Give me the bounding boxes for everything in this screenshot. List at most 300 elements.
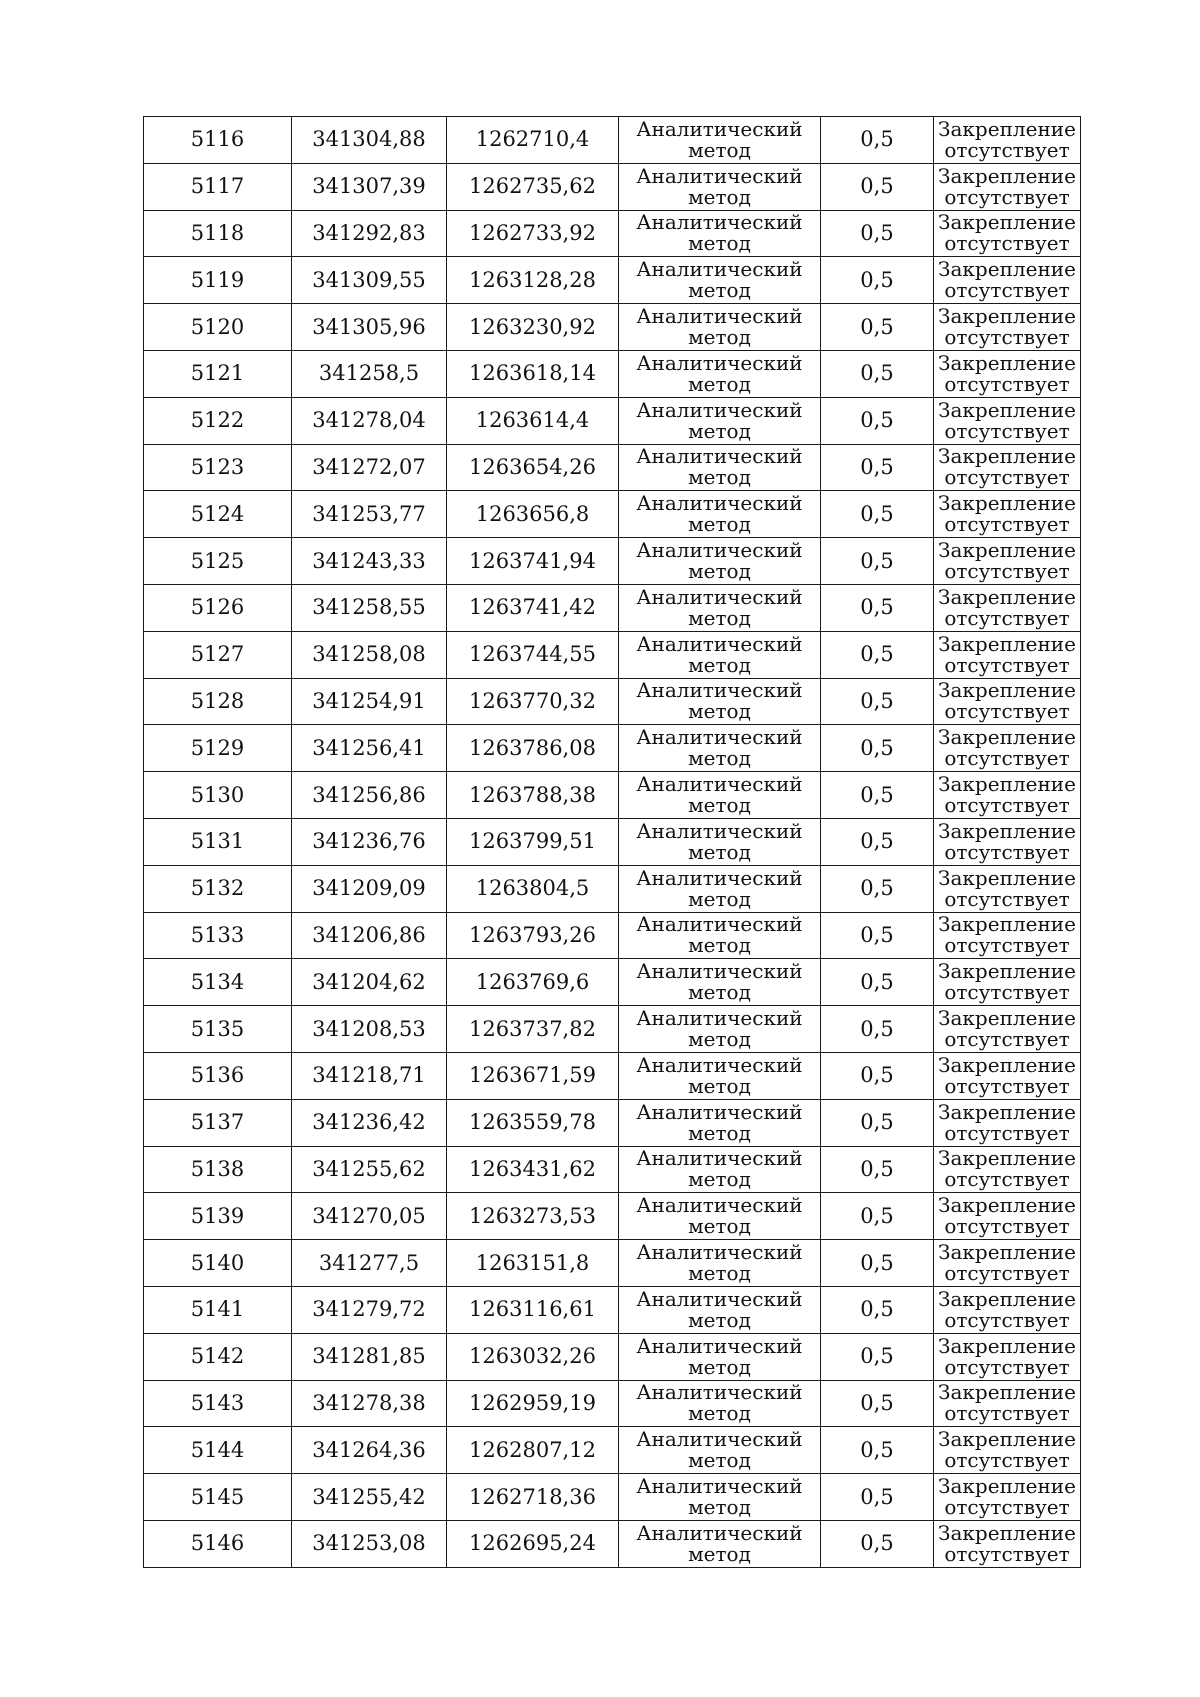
y-coordinate-cell: 1263614,4 bbox=[447, 397, 619, 444]
fixation-line-1: Закрепление bbox=[938, 444, 1076, 469]
method-cell bbox=[619, 818, 821, 865]
point-number-cell: 5139 bbox=[144, 1193, 292, 1240]
fixation-cell bbox=[934, 631, 1081, 678]
method-line-2: метод bbox=[688, 1120, 751, 1145]
fixation-cell bbox=[934, 678, 1081, 725]
table-row bbox=[144, 725, 1081, 772]
accuracy-cell: 0,5 bbox=[821, 1052, 934, 1099]
x-coordinate-cell: 341264,36 bbox=[292, 1427, 447, 1474]
point-number-cell: 5136 bbox=[144, 1052, 292, 1099]
fixation-cell bbox=[934, 350, 1081, 397]
fixation-cell bbox=[934, 1380, 1081, 1427]
fixation-cell bbox=[934, 1006, 1081, 1053]
x-coordinate-cell: 341236,42 bbox=[292, 1099, 447, 1146]
method-cell bbox=[619, 1333, 821, 1380]
x-coordinate-cell: 341278,38 bbox=[292, 1380, 447, 1427]
method-line-1: Аналитический bbox=[636, 1520, 803, 1545]
x-coordinate-cell: 341253,77 bbox=[292, 491, 447, 538]
fixation-cell bbox=[934, 772, 1081, 819]
method-cell bbox=[619, 584, 821, 631]
accuracy-cell: 0,5 bbox=[821, 1380, 934, 1427]
x-coordinate-cell: 341243,33 bbox=[292, 538, 447, 585]
method-cell bbox=[619, 491, 821, 538]
method-line-2: метод bbox=[688, 980, 751, 1005]
method-line-1: Аналитический bbox=[636, 1099, 803, 1124]
method-cell bbox=[619, 1052, 821, 1099]
method-cell bbox=[619, 444, 821, 491]
method-line-1: Аналитический bbox=[636, 1193, 803, 1218]
fixation-cell bbox=[934, 1427, 1081, 1474]
x-coordinate-cell: 341309,55 bbox=[292, 257, 447, 304]
accuracy-cell: 0,5 bbox=[821, 631, 934, 678]
method-cell bbox=[619, 1427, 821, 1474]
fixation-cell bbox=[934, 1333, 1081, 1380]
fixation-line-1: Закрепление bbox=[938, 772, 1076, 797]
method-cell bbox=[619, 397, 821, 444]
method-line-1: Аналитический bbox=[636, 1052, 803, 1077]
method-line-1: Аналитический bbox=[636, 584, 803, 609]
method-cell bbox=[619, 1240, 821, 1287]
fixation-line-2: отсутствует bbox=[944, 325, 1070, 350]
method-line-2: метод bbox=[688, 278, 751, 303]
fixation-line-2: отсутствует bbox=[944, 980, 1070, 1005]
y-coordinate-cell: 1263741,42 bbox=[447, 584, 619, 631]
table-row bbox=[144, 1333, 1081, 1380]
fixation-line-1: Закрепление bbox=[938, 1052, 1076, 1077]
fixation-line-2: отсутствует bbox=[944, 1120, 1070, 1145]
y-coordinate-cell: 1263788,38 bbox=[447, 772, 619, 819]
accuracy-cell: 0,5 bbox=[821, 304, 934, 351]
method-cell bbox=[619, 1520, 821, 1567]
method-cell bbox=[619, 912, 821, 959]
method-cell bbox=[619, 257, 821, 304]
fixation-cell bbox=[934, 491, 1081, 538]
method-cell bbox=[619, 725, 821, 772]
x-coordinate-cell: 341258,5 bbox=[292, 350, 447, 397]
method-line-2: метод bbox=[688, 1307, 751, 1332]
method-line-1: Аналитический bbox=[636, 1006, 803, 1031]
fixation-line-1: Закрепление bbox=[938, 350, 1076, 375]
accuracy-cell: 0,5 bbox=[821, 1146, 934, 1193]
table-body bbox=[144, 117, 1081, 1568]
point-number-cell: 5131 bbox=[144, 818, 292, 865]
table-row bbox=[144, 959, 1081, 1006]
fixation-cell bbox=[934, 959, 1081, 1006]
fixation-line-1: Закрепление bbox=[938, 491, 1076, 516]
method-line-1: Аналитический bbox=[636, 912, 803, 937]
fixation-line-2: отсутствует bbox=[944, 886, 1070, 911]
y-coordinate-cell: 1263671,59 bbox=[447, 1052, 619, 1099]
fixation-cell bbox=[934, 210, 1081, 257]
x-coordinate-cell: 341278,04 bbox=[292, 397, 447, 444]
method-line-2: метод bbox=[688, 1401, 751, 1426]
fixation-cell bbox=[934, 1286, 1081, 1333]
fixation-cell bbox=[934, 865, 1081, 912]
method-cell bbox=[619, 1099, 821, 1146]
y-coordinate-cell: 1263770,32 bbox=[447, 678, 619, 725]
point-number-cell: 5145 bbox=[144, 1474, 292, 1521]
fixation-line-2: отсутствует bbox=[944, 1448, 1070, 1473]
fixation-line-2: отсутствует bbox=[944, 1307, 1070, 1332]
method-line-2: метод bbox=[688, 325, 751, 350]
method-line-1: Аналитический bbox=[636, 725, 803, 750]
point-number-cell: 5137 bbox=[144, 1099, 292, 1146]
method-line-2: метод bbox=[688, 1448, 751, 1473]
accuracy-cell: 0,5 bbox=[821, 1193, 934, 1240]
method-line-2: метод bbox=[688, 231, 751, 256]
fixation-line-2: отсутствует bbox=[944, 933, 1070, 958]
fixation-line-1: Закрепление bbox=[938, 865, 1076, 890]
method-line-2: метод bbox=[688, 886, 751, 911]
accuracy-cell: 0,5 bbox=[821, 1333, 934, 1380]
fixation-line-2: отсутствует bbox=[944, 137, 1070, 162]
accuracy-cell: 0,5 bbox=[821, 1286, 934, 1333]
table-row bbox=[144, 772, 1081, 819]
table-row bbox=[144, 1380, 1081, 1427]
fixation-line-2: отсутствует bbox=[944, 652, 1070, 677]
accuracy-cell: 0,5 bbox=[821, 725, 934, 772]
x-coordinate-cell: 341254,91 bbox=[292, 678, 447, 725]
x-coordinate-cell: 341292,83 bbox=[292, 210, 447, 257]
method-cell bbox=[619, 959, 821, 1006]
fixation-line-2: отсутствует bbox=[944, 1214, 1070, 1239]
accuracy-cell: 0,5 bbox=[821, 210, 934, 257]
method-cell bbox=[619, 163, 821, 210]
method-line-2: метод bbox=[688, 1261, 751, 1286]
method-line-1: Аналитический bbox=[636, 1427, 803, 1452]
fixation-line-1: Закрепление bbox=[938, 116, 1076, 141]
y-coordinate-cell: 1263431,62 bbox=[447, 1146, 619, 1193]
fixation-cell bbox=[934, 1240, 1081, 1287]
method-line-1: Аналитический bbox=[636, 1474, 803, 1498]
x-coordinate-cell: 341279,72 bbox=[292, 1286, 447, 1333]
point-number-cell: 5128 bbox=[144, 678, 292, 725]
y-coordinate-cell: 1263804,5 bbox=[447, 865, 619, 912]
fixation-cell bbox=[934, 1520, 1081, 1567]
point-number-cell: 5125 bbox=[144, 538, 292, 585]
y-coordinate-cell: 1262959,19 bbox=[447, 1380, 619, 1427]
x-coordinate-cell: 341307,39 bbox=[292, 163, 447, 210]
accuracy-cell: 0,5 bbox=[821, 538, 934, 585]
fixation-cell bbox=[934, 397, 1081, 444]
fixation-line-1: Закрепление bbox=[938, 1193, 1076, 1218]
table-row bbox=[144, 1520, 1081, 1567]
method-line-1: Аналитический bbox=[636, 491, 803, 516]
y-coordinate-cell: 1263793,26 bbox=[447, 912, 619, 959]
point-number-cell: 5120 bbox=[144, 304, 292, 351]
point-number-cell: 5126 bbox=[144, 584, 292, 631]
method-line-2: метод bbox=[688, 933, 751, 958]
point-number-cell: 5132 bbox=[144, 865, 292, 912]
fixation-line-1: Закрепление bbox=[938, 1240, 1076, 1265]
point-number-cell: 5138 bbox=[144, 1146, 292, 1193]
method-cell bbox=[619, 678, 821, 725]
x-coordinate-cell: 341206,86 bbox=[292, 912, 447, 959]
method-line-2: метод bbox=[688, 652, 751, 677]
point-number-cell: 5124 bbox=[144, 491, 292, 538]
accuracy-cell: 0,5 bbox=[821, 1427, 934, 1474]
method-cell bbox=[619, 1286, 821, 1333]
method-line-1: Аналитический bbox=[636, 772, 803, 797]
fixation-cell bbox=[934, 912, 1081, 959]
method-line-1: Аналитический bbox=[636, 397, 803, 422]
accuracy-cell: 0,5 bbox=[821, 865, 934, 912]
table-row bbox=[144, 1099, 1081, 1146]
fixation-line-2: отсутствует bbox=[944, 1027, 1070, 1052]
point-number-cell: 5146 bbox=[144, 1520, 292, 1567]
method-cell bbox=[619, 117, 821, 164]
fixation-line-1: Закрепление bbox=[938, 1380, 1076, 1405]
fixation-line-1: Закрепление bbox=[938, 678, 1076, 703]
method-cell bbox=[619, 865, 821, 912]
point-number-cell: 5144 bbox=[144, 1427, 292, 1474]
fixation-line-1: Закрепление bbox=[938, 1286, 1076, 1311]
y-coordinate-cell: 1263744,55 bbox=[447, 631, 619, 678]
table-row bbox=[144, 350, 1081, 397]
y-coordinate-cell: 1263032,26 bbox=[447, 1333, 619, 1380]
table-row bbox=[144, 1286, 1081, 1333]
table-row bbox=[144, 163, 1081, 210]
accuracy-cell: 0,5 bbox=[821, 257, 934, 304]
y-coordinate-cell: 1263656,8 bbox=[447, 491, 619, 538]
x-coordinate-cell: 341277,5 bbox=[292, 1240, 447, 1287]
method-cell bbox=[619, 350, 821, 397]
method-line-2: метод bbox=[688, 1027, 751, 1052]
fixation-line-2: отсутствует bbox=[944, 465, 1070, 490]
point-number-cell: 5119 bbox=[144, 257, 292, 304]
method-line-2: метод bbox=[688, 1167, 751, 1192]
x-coordinate-cell: 341304,88 bbox=[292, 117, 447, 164]
fixation-line-2: отсутствует bbox=[944, 184, 1070, 209]
fixation-cell bbox=[934, 1146, 1081, 1193]
table-row bbox=[144, 210, 1081, 257]
accuracy-cell: 0,5 bbox=[821, 491, 934, 538]
fixation-line-1: Закрепление bbox=[938, 257, 1076, 282]
accuracy-cell: 0,5 bbox=[821, 1006, 934, 1053]
accuracy-cell: 0,5 bbox=[821, 444, 934, 491]
y-coordinate-cell: 1262733,92 bbox=[447, 210, 619, 257]
y-coordinate-cell: 1263741,94 bbox=[447, 538, 619, 585]
point-number-cell: 5129 bbox=[144, 725, 292, 772]
method-line-2: метод bbox=[688, 512, 751, 537]
fixation-cell bbox=[934, 1193, 1081, 1240]
fixation-cell bbox=[934, 725, 1081, 772]
x-coordinate-cell: 341253,08 bbox=[292, 1520, 447, 1567]
method-line-2: метод bbox=[688, 793, 751, 818]
table-row bbox=[144, 1006, 1081, 1053]
method-line-2: метод bbox=[688, 1073, 751, 1098]
method-cell bbox=[619, 1193, 821, 1240]
x-coordinate-cell: 341281,85 bbox=[292, 1333, 447, 1380]
fixation-cell bbox=[934, 117, 1081, 164]
method-line-1: Аналитический bbox=[636, 678, 803, 703]
table-row bbox=[144, 865, 1081, 912]
method-line-2: метод bbox=[688, 465, 751, 490]
accuracy-cell: 0,5 bbox=[821, 397, 934, 444]
y-coordinate-cell: 1263116,61 bbox=[447, 1286, 619, 1333]
table-row bbox=[144, 912, 1081, 959]
x-coordinate-cell: 341236,76 bbox=[292, 818, 447, 865]
table-row bbox=[144, 117, 1081, 164]
x-coordinate-cell: 341272,07 bbox=[292, 444, 447, 491]
point-number-cell: 5140 bbox=[144, 1240, 292, 1287]
table-row bbox=[144, 818, 1081, 865]
y-coordinate-cell: 1263618,14 bbox=[447, 350, 619, 397]
table-row bbox=[144, 1052, 1081, 1099]
method-line-1: Аналитический bbox=[636, 1146, 803, 1171]
x-coordinate-cell: 341218,71 bbox=[292, 1052, 447, 1099]
method-line-2: метод bbox=[688, 418, 751, 443]
fixation-cell bbox=[934, 1099, 1081, 1146]
table-row bbox=[144, 1146, 1081, 1193]
accuracy-cell: 0,5 bbox=[821, 912, 934, 959]
fixation-line-2: отсутствует bbox=[944, 1401, 1070, 1426]
fixation-cell bbox=[934, 584, 1081, 631]
x-coordinate-cell: 341256,41 bbox=[292, 725, 447, 772]
fixation-line-1: Закрепление bbox=[938, 1099, 1076, 1124]
method-line-1: Аналитический bbox=[636, 257, 803, 282]
fixation-line-1: Закрепление bbox=[938, 1474, 1076, 1498]
method-cell bbox=[619, 1146, 821, 1193]
method-line-2: метод bbox=[688, 371, 751, 396]
x-coordinate-cell: 341256,86 bbox=[292, 772, 447, 819]
accuracy-cell: 0,5 bbox=[821, 117, 934, 164]
y-coordinate-cell: 1262807,12 bbox=[447, 1427, 619, 1474]
fixation-cell bbox=[934, 257, 1081, 304]
accuracy-cell: 0,5 bbox=[821, 1474, 934, 1521]
point-number-cell: 5127 bbox=[144, 631, 292, 678]
y-coordinate-cell: 1262718,36 bbox=[447, 1474, 619, 1521]
fixation-line-1: Закрепление bbox=[938, 163, 1076, 188]
table-row bbox=[144, 444, 1081, 491]
y-coordinate-cell: 1263737,82 bbox=[447, 1006, 619, 1053]
y-coordinate-cell: 1263769,6 bbox=[447, 959, 619, 1006]
method-line-2: метод bbox=[688, 184, 751, 209]
fixation-line-1: Закрепление bbox=[938, 1146, 1076, 1171]
fixation-line-1: Закрепление bbox=[938, 1006, 1076, 1031]
point-number-cell: 5141 bbox=[144, 1286, 292, 1333]
method-cell bbox=[619, 1474, 821, 1521]
method-line-2: метод bbox=[688, 1541, 751, 1566]
fixation-line-2: отсутствует bbox=[944, 1495, 1070, 1519]
fixation-line-2: отсутствует bbox=[944, 559, 1070, 584]
method-line-1: Аналитический bbox=[636, 865, 803, 890]
x-coordinate-cell: 341255,42 bbox=[292, 1474, 447, 1521]
y-coordinate-cell: 1263128,28 bbox=[447, 257, 619, 304]
fixation-line-2: отсутствует bbox=[944, 1261, 1070, 1286]
table-row bbox=[144, 538, 1081, 585]
method-line-1: Аналитический bbox=[636, 350, 803, 375]
method-line-1: Аналитический bbox=[636, 1240, 803, 1265]
fixation-line-1: Закрепление bbox=[938, 210, 1076, 235]
accuracy-cell: 0,5 bbox=[821, 678, 934, 725]
fixation-line-2: отсутствует bbox=[944, 1073, 1070, 1098]
fixation-line-1: Закрепление bbox=[938, 1520, 1076, 1545]
y-coordinate-cell: 1263230,92 bbox=[447, 304, 619, 351]
method-line-1: Аналитический bbox=[636, 959, 803, 984]
y-coordinate-cell: 1263273,53 bbox=[447, 1193, 619, 1240]
fixation-line-1: Закрепление bbox=[938, 631, 1076, 656]
fixation-line-1: Закрепление bbox=[938, 1333, 1076, 1358]
fixation-line-1: Закрепление bbox=[938, 912, 1076, 937]
method-line-2: метод bbox=[688, 559, 751, 584]
fixation-line-2: отсутствует bbox=[944, 512, 1070, 537]
fixation-cell bbox=[934, 304, 1081, 351]
y-coordinate-cell: 1262735,62 bbox=[447, 163, 619, 210]
point-number-cell: 5133 bbox=[144, 912, 292, 959]
point-number-cell: 5130 bbox=[144, 772, 292, 819]
point-number-cell: 5122 bbox=[144, 397, 292, 444]
x-coordinate-cell: 341208,53 bbox=[292, 1006, 447, 1053]
point-number-cell: 5143 bbox=[144, 1380, 292, 1427]
coordinates-table bbox=[143, 116, 1081, 1568]
point-number-cell: 5116 bbox=[144, 117, 292, 164]
accuracy-cell: 0,5 bbox=[821, 818, 934, 865]
method-line-1: Аналитический bbox=[636, 1333, 803, 1358]
accuracy-cell: 0,5 bbox=[821, 772, 934, 819]
fixation-cell bbox=[934, 163, 1081, 210]
point-number-cell: 5118 bbox=[144, 210, 292, 257]
y-coordinate-cell: 1262695,24 bbox=[447, 1520, 619, 1567]
method-line-2: метод bbox=[688, 839, 751, 864]
method-line-1: Аналитический bbox=[636, 538, 803, 563]
method-cell bbox=[619, 1006, 821, 1053]
accuracy-cell: 0,5 bbox=[821, 163, 934, 210]
table-row bbox=[144, 1193, 1081, 1240]
table-row bbox=[144, 1427, 1081, 1474]
method-line-2: метод bbox=[688, 1495, 751, 1519]
method-line-2: метод bbox=[688, 1214, 751, 1239]
fixation-line-2: отсутствует bbox=[944, 699, 1070, 724]
fixation-line-1: Закрепление bbox=[938, 538, 1076, 563]
fixation-line-1: Закрепление bbox=[938, 1427, 1076, 1452]
fixation-line-2: отсутствует bbox=[944, 1354, 1070, 1379]
fixation-line-1: Закрепление bbox=[938, 818, 1076, 843]
table-row bbox=[144, 1474, 1081, 1521]
fixation-line-2: отсутствует bbox=[944, 231, 1070, 256]
method-line-1: Аналитический bbox=[636, 1286, 803, 1311]
accuracy-cell: 0,5 bbox=[821, 584, 934, 631]
x-coordinate-cell: 341258,55 bbox=[292, 584, 447, 631]
method-line-2: метод bbox=[688, 746, 751, 771]
fixation-line-2: отсутствует bbox=[944, 371, 1070, 396]
fixation-cell bbox=[934, 818, 1081, 865]
method-line-1: Аналитический bbox=[636, 631, 803, 656]
method-cell bbox=[619, 304, 821, 351]
point-number-cell: 5142 bbox=[144, 1333, 292, 1380]
fixation-line-1: Закрепление bbox=[938, 959, 1076, 984]
point-number-cell: 5123 bbox=[144, 444, 292, 491]
fixation-cell bbox=[934, 444, 1081, 491]
fixation-line-1: Закрепление bbox=[938, 397, 1076, 422]
point-number-cell: 5121 bbox=[144, 350, 292, 397]
point-number-cell: 5117 bbox=[144, 163, 292, 210]
point-number-cell: 5135 bbox=[144, 1006, 292, 1053]
y-coordinate-cell: 1263786,08 bbox=[447, 725, 619, 772]
x-coordinate-cell: 341270,05 bbox=[292, 1193, 447, 1240]
x-coordinate-cell: 341204,62 bbox=[292, 959, 447, 1006]
fixation-line-2: отсутствует bbox=[944, 278, 1070, 303]
method-line-1: Аналитический bbox=[636, 818, 803, 843]
y-coordinate-cell: 1262710,4 bbox=[447, 117, 619, 164]
method-cell bbox=[619, 631, 821, 678]
method-line-1: Аналитический bbox=[636, 304, 803, 329]
method-line-1: Аналитический bbox=[636, 116, 803, 141]
y-coordinate-cell: 1263799,51 bbox=[447, 818, 619, 865]
accuracy-cell: 0,5 bbox=[821, 1099, 934, 1146]
table-row bbox=[144, 397, 1081, 444]
accuracy-cell: 0,5 bbox=[821, 350, 934, 397]
